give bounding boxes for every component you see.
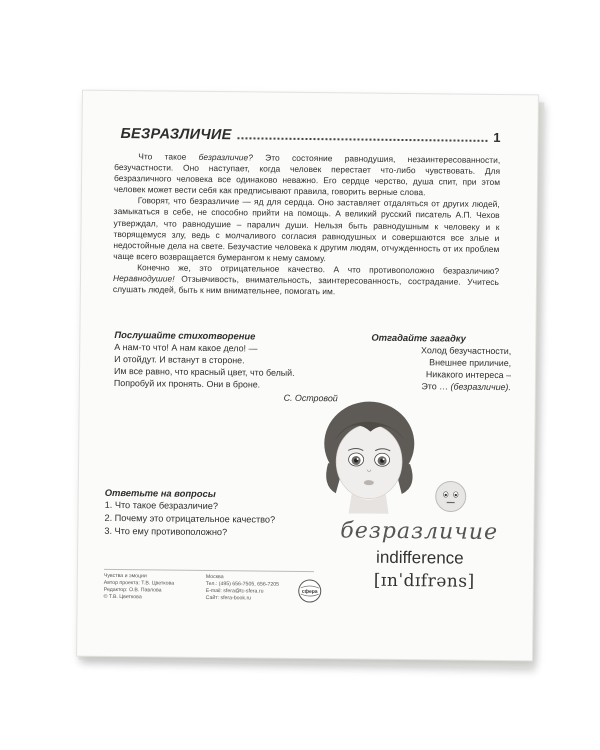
riddle-heading: Отгадайте загадку bbox=[371, 331, 466, 344]
poem-section bbox=[114, 329, 345, 404]
paragraph-3-end: Отзывчивость, внимательность, заинтересованность, сострадание. Учитесь слушать людей, быть к ним внимательнее, помогать им. bbox=[112, 273, 500, 297]
footer-contacts bbox=[206, 574, 298, 603]
paragraph-3-italic: Неравнодушие! bbox=[112, 272, 175, 284]
paragraph-1-italic: безразличие? bbox=[198, 151, 253, 163]
questions-section bbox=[104, 486, 345, 541]
paragraph-1 bbox=[114, 151, 500, 199]
riddle-line: Холод безучастности, bbox=[421, 345, 512, 357]
riddle-answer-line bbox=[371, 380, 511, 393]
vocab-transcription: [ɪnˈdɪfrəns] bbox=[373, 570, 475, 592]
paragraph-3-start: Конечно же, это отрицательное качество. А что противоположно безразличию? bbox=[137, 262, 500, 276]
page-number: 1 bbox=[493, 129, 501, 146]
question-item: 2. Почему это отрицательное качество? bbox=[104, 512, 276, 525]
paragraph-1-start: Что такое bbox=[138, 151, 199, 162]
footer-credit-line: Чувства и эмоции bbox=[103, 572, 147, 580]
page-title: БЕЗРАЗЛИЧИЕ bbox=[120, 126, 232, 144]
footer-contact-line: Москва bbox=[205, 573, 224, 581]
question-item: 3. Что ему противоположно? bbox=[104, 525, 228, 538]
sfera-logo-icon bbox=[298, 579, 322, 603]
footer-contact-line: Сайт: sfera-book.ru bbox=[205, 594, 252, 602]
poem-author: С. Островой bbox=[283, 392, 338, 404]
vocab-english-word: indifference bbox=[376, 547, 464, 568]
footer-credits bbox=[104, 573, 204, 602]
paragraph-2: Говорят, что безразличие — яд для сердца. Оно заставляет отдаляться от других людей, замыкаться в себе, не способно прийти на помощь. А великий русский писатель А.П. Чехов утверждал, что равнодушие – паралич души. Нельзя быть равнодушным к человеку и к творящемуся злу, ведь с молчаливого согласия равнодушных и совершаются все злые и недостойные дела на свете. Безучастие человека к другим людям, отчужденность от их проблем чаще всего возвращается бумерангом к нему самому. bbox=[113, 195, 500, 264]
footer-credit-line: Автор проекта: Т.В. Цветкова bbox=[103, 579, 175, 587]
paragraph-1-end: Это состояние равнодушия, незаинтересованности, безучастности. Оно наступает, когда человек перестает что-либо чувствовать. Для безразличного человека все одинаково неважно. Его сердце черство, душа спит, при этом человек может вести себя как предписывают правила, говорить верные слова. bbox=[113, 152, 501, 198]
neutral-face-icon bbox=[434, 479, 468, 513]
riddle-answer-prefix: Это … bbox=[421, 381, 451, 392]
footer-credit-line: © Т.В. Цветкова bbox=[103, 593, 142, 601]
footer-contact-line: E-mail: sfera@tc-sfera.ru bbox=[205, 587, 264, 595]
footer-divider bbox=[104, 569, 314, 572]
paragraph-3 bbox=[113, 262, 499, 299]
riddle-section bbox=[371, 332, 512, 393]
questions-heading: Ответьте на вопросы bbox=[104, 486, 216, 500]
main-text bbox=[113, 151, 500, 299]
riddle-line: Никакого интереса – bbox=[425, 369, 512, 381]
poem-line: А нам-то что! А нам какое дело! — bbox=[114, 341, 258, 354]
poem-line: Попробуй их пронять. Они в броне. bbox=[113, 377, 261, 390]
riddle-line: Внешнее приличие, bbox=[429, 357, 512, 369]
logo-text: сфера bbox=[301, 588, 318, 595]
title-row bbox=[120, 126, 500, 148]
question-item: 1. Что такое безразличие? bbox=[104, 499, 219, 512]
info-card bbox=[77, 91, 538, 661]
poem-line: И отойдут. И встанут в стороне. bbox=[114, 353, 245, 366]
title-dot-leader bbox=[238, 137, 488, 142]
vocab-russian-word: безразличие bbox=[340, 518, 499, 546]
poem-line: Им все равно, что красный цвет, что белый. bbox=[113, 365, 295, 378]
footer-contact-line: Тел.: (495) 656-7505, 656-7205 bbox=[205, 580, 280, 588]
poem-heading: Послушайте стихотворение bbox=[114, 328, 256, 342]
footer-credit-line: Редактор: О.В. Павлова bbox=[103, 586, 162, 594]
riddle-answer: (безразличие). bbox=[450, 381, 511, 393]
